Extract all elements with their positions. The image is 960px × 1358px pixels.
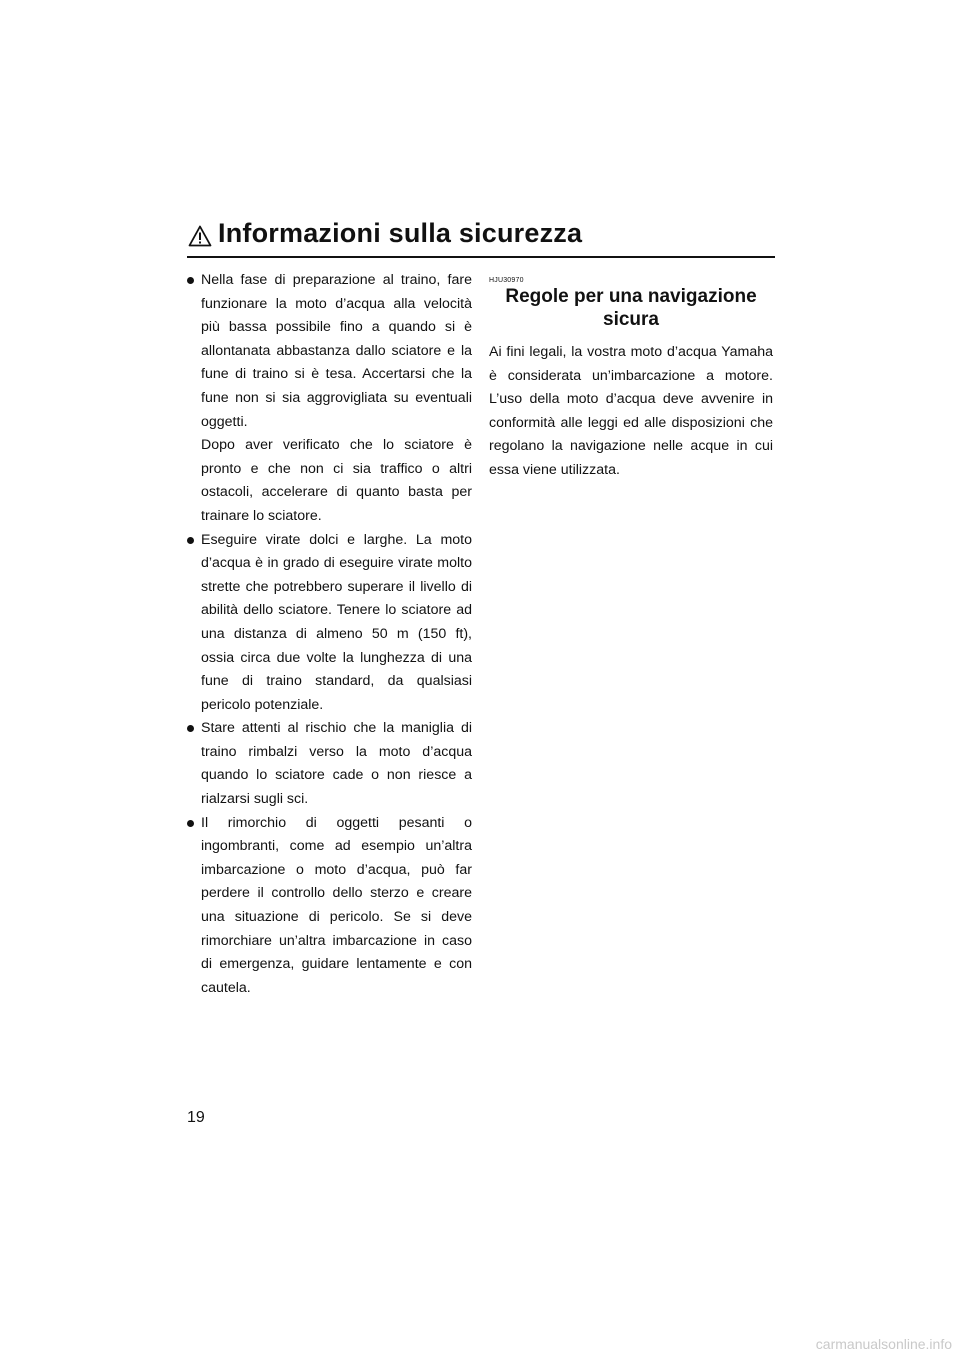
paragraph: Il rimorchio di oggetti pesanti o ingombranti, come ad esempio un’altra imbarcazione o moto d’acqua, può far perdere il controllo dello sterzo e creare una situazione di pericolo. Se si deve rimorchiare un’altra imbarcazione in caso di emergenza, guidare lentamente e con cautela. [201, 814, 472, 996]
bullet-icon [187, 820, 194, 827]
section-paragraph: Ai fini legali, la vostra moto d’acqua Yamaha è considerata un’imbarcazione a motore. L’uso della moto d’acqua deve avvenire in conformità alle leggi ed alle disposizioni che regolano la navigazione nelle acque in cui essa viene utilizzata. [489, 344, 773, 478]
watermark: carmanualsonline.info [815, 1336, 952, 1352]
section-title-line-2: sicura [603, 309, 659, 330]
right-column [489, 276, 773, 483]
page-header [187, 218, 775, 258]
bullet-icon [187, 277, 194, 284]
warning-triangle-icon [188, 225, 212, 247]
page-number: 19 [187, 1109, 205, 1126]
section-code: HJU30970 [489, 277, 524, 284]
paragraph: Eseguire virate dolci e larghe. La moto d’acqua è in grado di eseguire virate molto strette che potrebbero superare il livello di abilità dello sciatore. Tenere lo sciatore ad una distanza di almeno 50 m (150 ft), ossia circa due volte la lunghezza di una fune di traino standard, da qualsiasi pericolo potenziale. [201, 531, 472, 713]
list-item [187, 717, 472, 811]
list-item [187, 269, 472, 529]
list-item [187, 812, 472, 1001]
page-title: Informazioni sulla sicurezza [218, 218, 583, 248]
section-title-line-1: Regole per una navigazione [505, 286, 757, 307]
bullet-icon [187, 537, 194, 544]
list-item [187, 529, 472, 718]
bullet-icon [187, 725, 194, 732]
left-column [187, 269, 472, 1000]
bullet-list [187, 269, 472, 1000]
paragraph: Nella fase di preparazione al traino, fare funzionare la moto d’acqua alla velocità più bassa possibile fino a quando si è allontanata abbastanza dallo sciatore e la fune di traino si è tesa. Accertarsi che la fune non si sia aggrovigliata su eventuali oggetti. [201, 272, 472, 430]
paragraph: Stare attenti al rischio che la maniglia di traino rimbalzi verso la moto d’acqua quando lo sciatore cade o non riesce a rialzarsi sugli sci. [201, 720, 472, 808]
paragraph: Dopo aver verificato che lo sciatore è pronto e che non ci sia traffico o altri ostacoli, accelerare di quanto basta per trainare lo sciatore. [201, 437, 472, 524]
section-title [489, 285, 773, 331]
